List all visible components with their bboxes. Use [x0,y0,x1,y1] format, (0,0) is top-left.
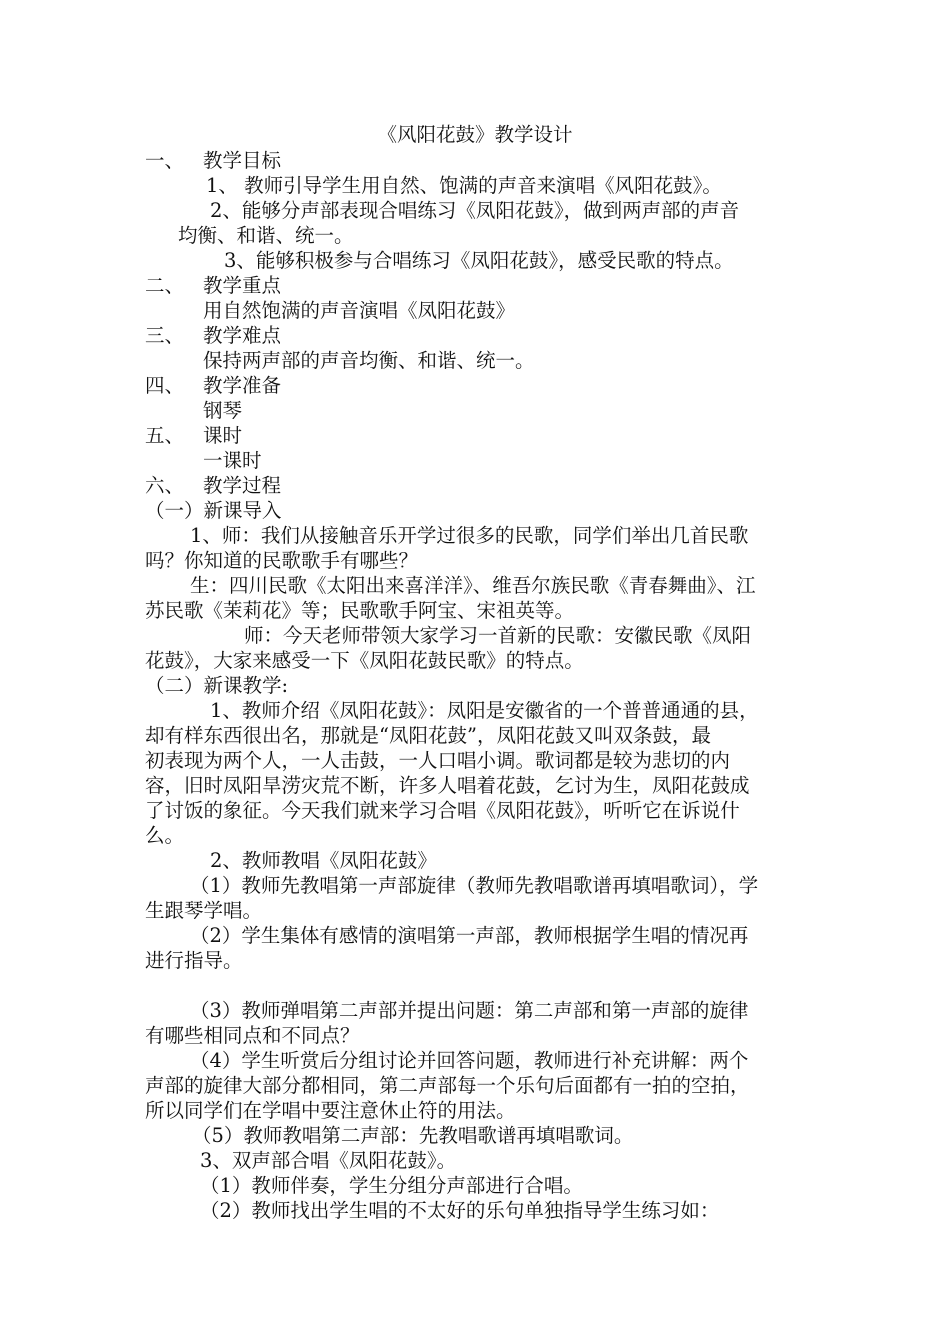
body-line: （1）教师先教唱第一声部旋律（教师先教唱歌谱再填唱歌词），学 [190,874,759,897]
body-line: 有哪些相同点和不同点？ [145,1024,360,1047]
section-number: 六、 [145,474,185,497]
goal-line: 3、能够积极参与合唱练习《凤阳花鼓》，感受民歌的特点。 [224,249,734,272]
body-line: （1）教师伴奏，学生分组分声部进行合唱。 [200,1174,583,1197]
section-heading [0,324,950,348]
section-title: 课时 [203,424,243,447]
section-title: 教学目标 [203,149,282,172]
body-line: 花鼓》，大家来感受一下《凤阳花鼓民歌》的特点。 [145,649,584,672]
body-line: 吗？你知道的民歌歌手有哪些？ [145,549,419,572]
body-line: （2）学生集体有感情的演唱第一声部，教师根据学生唱的情况再 [190,924,749,947]
subsection-heading: （二）新课教学: [145,674,289,697]
goal-line: 均衡、和谐、统一。 [178,224,354,247]
body-line: 了讨饭的象征。今天我们就来学习合唱《凤阳花鼓》，听听它在诉说什 [145,799,740,822]
body-line: 声部的旋律大部分都相同，第二声部每一个乐句后面都有一拍的空拍， [145,1074,750,1097]
body-line: 生跟琴学唱。 [145,899,263,922]
section-number: 五、 [145,424,185,447]
section-heading [0,374,950,398]
section-number: 一、 [145,149,185,172]
body-line: 容，旧时凤阳旱涝灾荒不断，许多人唱着花鼓，乞讨为生，凤阳花鼓成 [145,774,750,797]
section-title: 教学重点 [203,274,282,297]
section-title: 教学过程 [203,474,282,497]
body-line: 初表现为两个人，一人击鼓，一人口唱小调。歌词都是较为悲切的内 [145,749,731,772]
goal-line: 2、能够分声部表现合唱练习《凤阳花鼓》，做到两声部的声音 [210,199,740,222]
section-heading [0,424,950,448]
body-line: （2）教师找出学生唱的不太好的乐句单独指导学生练习如： [200,1199,720,1222]
body-line: 生：四川民歌《太阳出来喜洋洋》、维吾尔族民歌《青春舞曲》、江 [190,574,756,597]
subsection-heading: （一）新课导入 [145,499,282,522]
section-heading [0,149,950,173]
section-title: 教学难点 [203,324,282,347]
section-number: 三、 [145,324,185,347]
preparation-text: 钢琴 [203,399,243,422]
goal-line: 1、 教师引导学生用自然、饱满的声音来演唱《风阳花鼓》。 [206,174,722,197]
duration-text: 一课时 [203,449,262,472]
body-line: （4）学生听赏后分组讨论并回答问题，教师进行补充讲解：两个 [190,1049,749,1072]
body-line: 师：今天老师带领大家学习一首新的民歌：安徽民歌《凤阳 [244,624,752,647]
body-line: 所以同学们在学唱中要注意休止符的用法。 [145,1099,516,1122]
key-point-text: 用自然饱满的声音演唱《凤阳花鼓》 [203,299,516,322]
body-line: 么。 [145,824,185,847]
body-line: （5）教师教唱第二声部：先教唱歌谱再填唱歌词。 [192,1124,634,1147]
body-line: 3、双声部合唱《凤阳花鼓》。 [200,1149,457,1172]
section-number: 二、 [145,274,185,297]
document-title: 《风阳花鼓》教学设计 [377,123,573,146]
section-title: 教学准备 [203,374,282,397]
body-line: 却有样东西很出名，那就是“凤阳花鼓”，凤阳花鼓又叫双条鼓，最 [145,724,711,747]
body-line: 1、师：我们从接触音乐开学过很多的民歌，同学们举出几首民歌 [190,524,749,547]
body-line: 苏民歌《茉莉花》等；民歌歌手阿宝、宋祖英等。 [145,599,575,622]
section-number: 四、 [145,374,185,397]
body-line: 进行指导。 [145,949,243,972]
body-line: 1、教师介绍《凤阳花鼓》：凤阳是安徽省的一个普普通通的县， [210,699,759,722]
difficulty-text: 保持两声部的声音均衡、和谐、统一。 [203,349,535,372]
section-heading [0,474,950,498]
body-line: （3）教师弹唱第二声部并提出问题：第二声部和第一声部的旋律 [190,999,749,1022]
body-line: 2、教师教唱《凤阳花鼓》 [210,849,437,872]
section-heading [0,274,950,298]
